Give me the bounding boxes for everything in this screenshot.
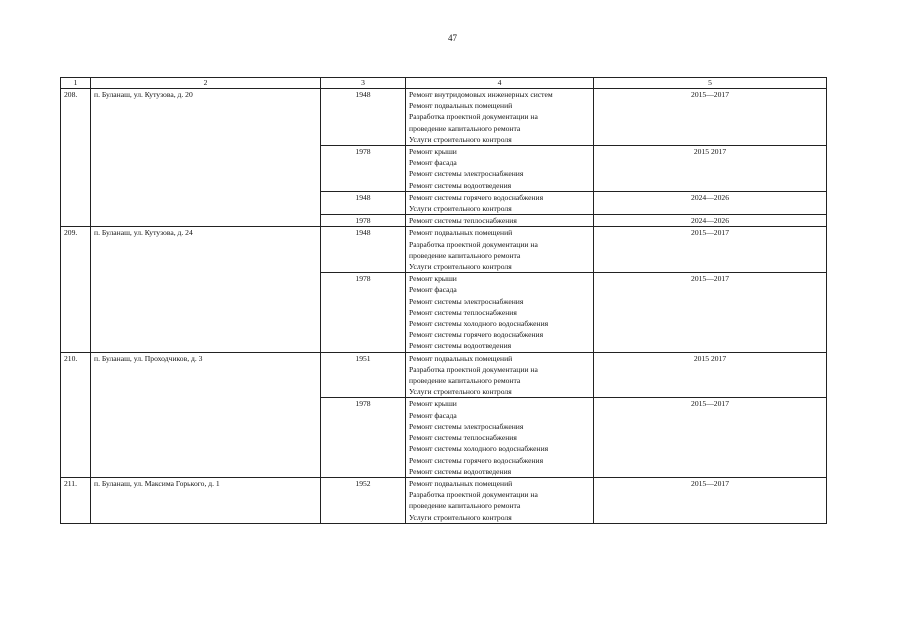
work-item: Ремонт системы теплоснабжения <box>409 216 517 226</box>
work-item: Ремонт системы водоотведения <box>409 341 512 351</box>
work-item: Ремонт системы холодного водоснабжения <box>409 444 549 454</box>
works-cell <box>406 191 594 214</box>
works-cell <box>406 273 594 352</box>
period-cell: 2015 2017 <box>594 146 827 192</box>
capital-repair-table <box>60 77 827 524</box>
work-item: Услуги строительного контроля <box>409 512 512 522</box>
work-item: Ремонт системы теплоснабжения <box>409 433 517 443</box>
work-item: Услуги строительного контроля <box>409 262 512 272</box>
work-item: Ремонт системы холодного водоснабжения <box>409 319 549 329</box>
table-row <box>61 89 827 146</box>
period-cell: 2015—2017 <box>594 227 827 273</box>
header-row <box>61 78 827 89</box>
year-cell: 1978 <box>321 273 406 352</box>
works-cell <box>406 398 594 477</box>
work-item: Ремонт системы теплоснабжения <box>409 307 517 317</box>
work-item: Услуги строительного контроля <box>409 387 512 397</box>
period-cell: 2015—2017 <box>594 273 827 352</box>
table-row <box>61 227 827 273</box>
work-item: Разработка проектной документации на <box>409 364 538 374</box>
period-cell: 2024—2026 <box>594 191 827 214</box>
works-cell <box>406 477 594 523</box>
works-cell <box>406 89 594 146</box>
works-cell <box>406 227 594 273</box>
work-item: проведение капитального ремонта <box>409 123 521 133</box>
works-cell <box>406 146 594 192</box>
item-number: 209. <box>61 227 91 352</box>
work-item: Ремонт крыши <box>409 274 457 284</box>
year-cell: 1978 <box>321 215 406 227</box>
column-header: 3 <box>321 78 406 89</box>
period-cell: 2024—2026 <box>594 215 827 227</box>
work-item: проведение капитального ремонта <box>409 250 521 260</box>
building-address: п. Буланаш, ул. Кутузова, д. 24 <box>91 227 321 352</box>
work-item: проведение капитального ремонта <box>409 376 521 386</box>
work-item: Ремонт системы водоотведения <box>409 180 512 190</box>
building-address: п. Буланаш, ул. Проходчиков, д. 3 <box>91 352 321 477</box>
column-header: 1 <box>61 78 91 89</box>
work-item: Ремонт подвальных помещений <box>409 101 513 111</box>
work-item: Ремонт фасада <box>409 158 457 168</box>
year-cell: 1978 <box>321 146 406 192</box>
period-cell: 2015 2017 <box>594 352 827 398</box>
work-item: Ремонт фасада <box>409 410 457 420</box>
work-item: Ремонт внутридомовых инженерных систем <box>409 90 553 99</box>
work-item: Разработка проектной документации на <box>409 490 538 500</box>
work-item: проведение капитального ремонта <box>409 501 521 511</box>
year-cell: 1951 <box>321 352 406 398</box>
works-cell <box>406 215 594 227</box>
work-item: Ремонт подвальных помещений <box>409 478 513 488</box>
column-header: 5 <box>594 78 827 89</box>
period-cell: 2015—2017 <box>594 477 827 523</box>
work-item: Ремонт системы горячего водоснабжения <box>409 192 544 202</box>
work-item: Ремонт системы электроснабжения <box>409 296 524 306</box>
year-cell: 1978 <box>321 398 406 477</box>
works-cell <box>406 352 594 398</box>
work-item: Разработка проектной документации на <box>409 112 538 122</box>
work-item: Разработка проектной документации на <box>409 239 538 249</box>
item-number: 208. <box>61 89 91 227</box>
item-number: 210. <box>61 352 91 477</box>
period-cell: 2015—2017 <box>594 398 827 477</box>
work-item: Ремонт системы горячего водоснабжения <box>409 455 544 465</box>
work-item: Ремонт системы водоотведения <box>409 466 512 476</box>
year-cell: 1948 <box>321 227 406 273</box>
work-item: Ремонт подвальных помещений <box>409 228 513 238</box>
work-item: Ремонт подвальных помещений <box>409 353 513 363</box>
year-cell: 1952 <box>321 477 406 523</box>
table-row <box>61 352 827 398</box>
year-cell: 1948 <box>321 89 406 146</box>
work-item: Услуги строительного контроля <box>409 204 512 214</box>
item-number: 211. <box>61 477 91 523</box>
year-cell: 1948 <box>321 191 406 214</box>
work-item: Ремонт крыши <box>409 147 457 157</box>
work-item: Услуги строительного контроля <box>409 134 512 144</box>
work-item: Ремонт фасада <box>409 285 457 295</box>
work-item: Ремонт системы горячего водоснабжения <box>409 330 544 340</box>
period-cell: 2015—2017 <box>594 89 827 146</box>
table-row <box>61 477 827 523</box>
column-header: 2 <box>91 78 321 89</box>
column-header: 4 <box>406 78 594 89</box>
work-item: Ремонт системы электроснабжения <box>409 169 524 179</box>
page-number: 47 <box>448 33 457 43</box>
building-address: п. Буланаш, ул. Кутузова, д. 20 <box>91 89 321 227</box>
work-item: Ремонт системы электроснабжения <box>409 421 524 431</box>
building-address: п. Буланаш, ул. Максима Горького, д. 1 <box>91 477 321 523</box>
work-item: Ремонт крыши <box>409 399 457 409</box>
